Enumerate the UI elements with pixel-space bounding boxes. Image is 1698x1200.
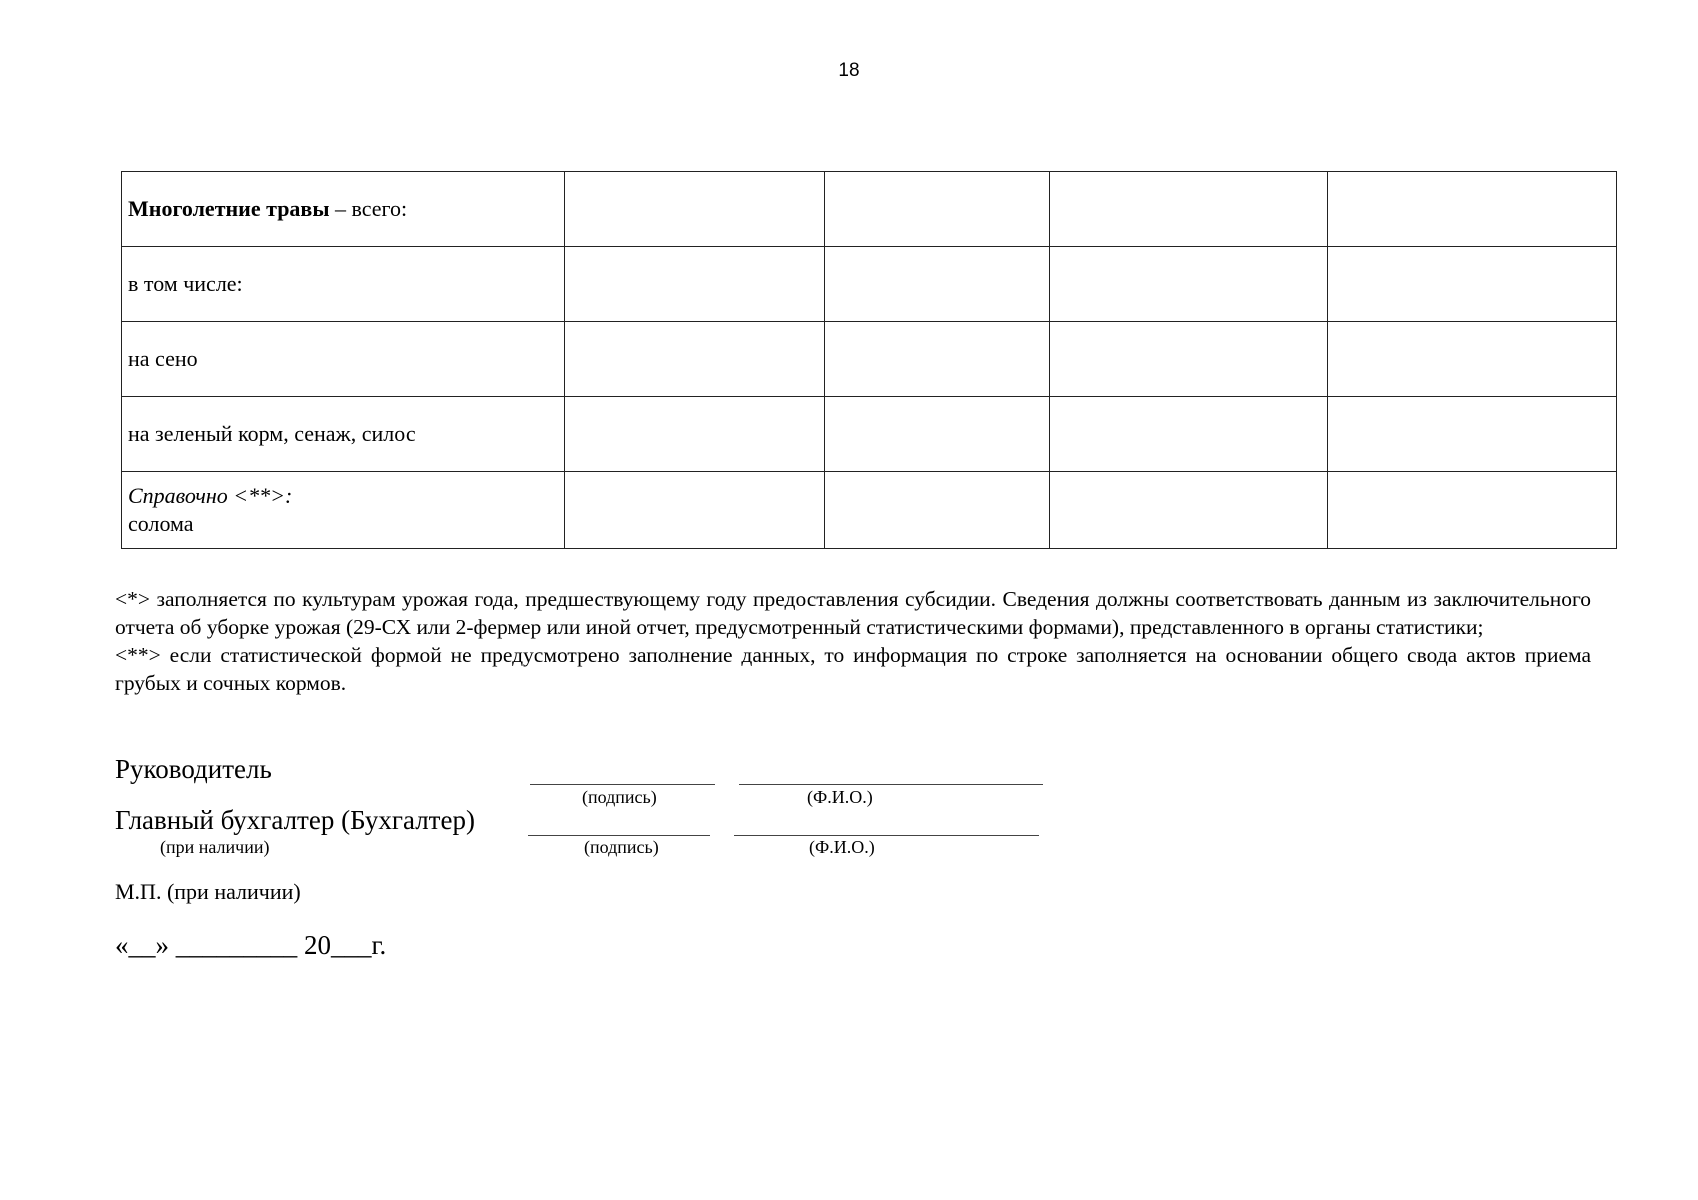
row-label-bold: Многолетние травы: [128, 196, 330, 221]
table-cell: [565, 322, 825, 397]
footnotes: [115, 585, 1591, 697]
table-cell: [825, 472, 1050, 549]
table-cell: [565, 172, 825, 247]
head-signature-line[interactable]: [530, 784, 715, 785]
table-row: [122, 172, 1617, 247]
row-label: в том числе:: [122, 247, 565, 322]
accountant-label: Главный бухгалтер (Бухгалтер): [115, 805, 475, 835]
head-signature-caption: (подпись): [582, 787, 657, 807]
table-cell: [1328, 322, 1617, 397]
head-label: Руководитель: [115, 754, 272, 784]
table-cell: [1050, 472, 1328, 549]
table-cell: [825, 247, 1050, 322]
accountant-note: (при наличии): [160, 837, 270, 857]
table-cell: [1328, 172, 1617, 247]
table-cell: [1328, 397, 1617, 472]
table-cell: [1050, 397, 1328, 472]
crops-table: [121, 171, 1617, 549]
table-row: [122, 322, 1617, 397]
row-label: на сено: [122, 322, 565, 397]
head-name-line[interactable]: [739, 784, 1043, 785]
footnote-2: <**> если статистической формой не предусмотрено заполнение данных, то информация по строке заполняется на основании общего свода актов приема грубых и сочных кормов.: [115, 643, 1591, 695]
table-row: [122, 397, 1617, 472]
table-cell: [1328, 247, 1617, 322]
row-label: на зеленый корм, сенаж, силос: [122, 397, 565, 472]
accountant-name-line[interactable]: [734, 835, 1039, 836]
table-cell: [565, 472, 825, 549]
row-label-rest: солома: [128, 511, 194, 536]
table-row: [122, 247, 1617, 322]
footnote-1: <*> заполняется по культурам урожая года, предшествующему году предоставления субсидии. Сведения должны соответствовать данным из заключительного отчета об уборке урожая (29-СХ или 2-фермер или иной отчет, предусмотренный статистическими формами), представленного в органы статистики;: [115, 587, 1591, 639]
table-row: [122, 472, 1617, 549]
table-cell: [1050, 247, 1328, 322]
date-line: «__» _________ 20___г.: [115, 930, 387, 960]
table-cell: [1328, 472, 1617, 549]
table-cell: [565, 397, 825, 472]
table-cell: [1050, 322, 1328, 397]
head-name-caption: (Ф.И.О.): [807, 787, 873, 807]
row-label: [122, 472, 565, 549]
stamp-place: М.П. (при наличии): [115, 879, 301, 904]
row-label-rest: – всего:: [329, 196, 408, 221]
row-label-italic: Справочно <**>:: [128, 483, 293, 508]
page-number: 18: [838, 60, 860, 81]
accountant-signature-line[interactable]: [528, 835, 710, 836]
table-cell: [825, 172, 1050, 247]
table-cell: [565, 247, 825, 322]
table-cell: [825, 322, 1050, 397]
row-label: [122, 172, 565, 247]
table-cell: [1050, 172, 1328, 247]
accountant-name-caption: (Ф.И.О.): [809, 837, 875, 857]
table-cell: [825, 397, 1050, 472]
accountant-signature-caption: (подпись): [584, 837, 659, 857]
